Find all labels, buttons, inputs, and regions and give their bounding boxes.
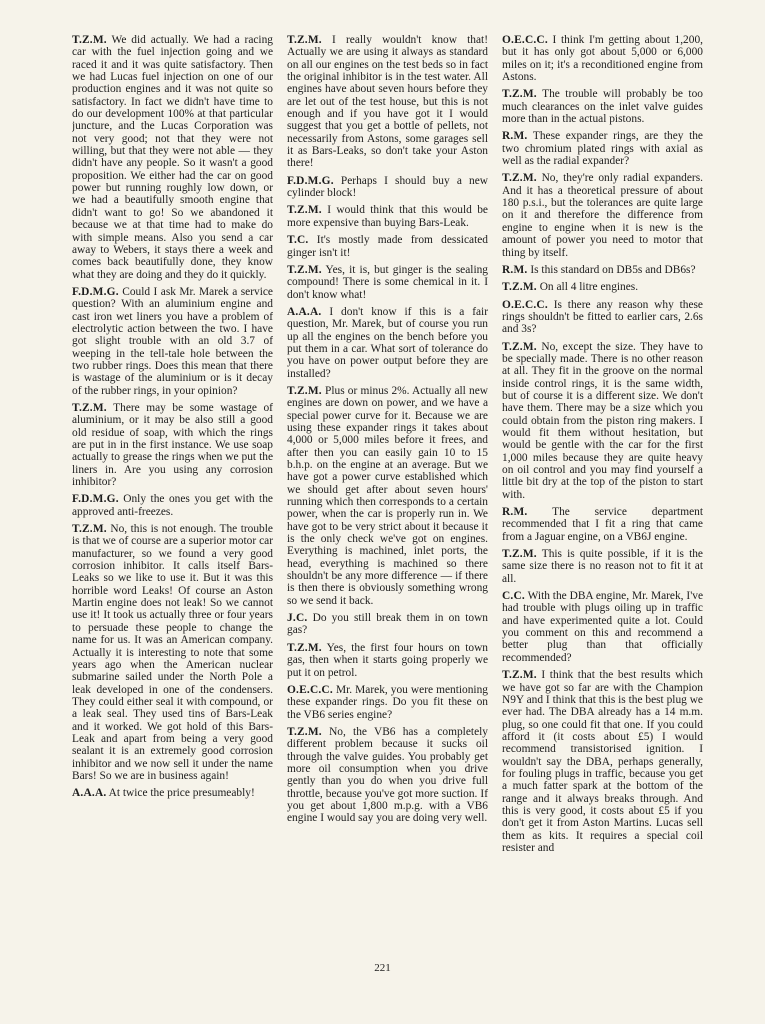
paragraph (287, 175, 488, 200)
paragraph (72, 493, 273, 518)
paragraph-text: At twice the price presumeably! (108, 787, 255, 800)
speaker-label: T.Z.M. (502, 172, 537, 185)
paragraph (502, 172, 703, 258)
paragraph (502, 341, 703, 501)
paragraph-text: Could I ask Mr. Marek a service question? With an aluminium engine and cast iron wet liners you have a problem of electrolytic action between the two. I have got slight trouble with an old 3.7 of weeping in the tell-tale hole between the two rubber rings. Does this mean that there is wastage of the aluminium or is it decay of the rubber rings, in your opinion? (72, 285, 273, 397)
paragraph (287, 726, 488, 825)
paragraph-text: With the DBA engine, Mr. Marek, I've had trouble with plugs oiling up in traffic and have experimented quite a lot. Could you comment on this and recommend a better plug than that officially recommended? (502, 590, 703, 664)
speaker-label: T.C. (287, 234, 309, 247)
paragraph-text: These expander rings, are they the two chromium plated rings with axial as well as the radial expander? (502, 130, 703, 168)
speaker-label: T.Z.M. (72, 523, 107, 536)
paragraph (502, 264, 703, 276)
speaker-label: T.Z.M. (287, 34, 322, 46)
speaker-label: T.Z.M. (287, 204, 322, 217)
paragraph-text: Mr. Marek, you were mentioning these expander rings. Do you fit these on the VB6 series engine? (287, 683, 488, 721)
speaker-label: T.Z.M. (287, 641, 322, 654)
column-2 (287, 34, 488, 964)
paragraph-text: Perhaps I should buy a new cylinder block! (287, 174, 488, 200)
speaker-label: R.M. (502, 263, 528, 276)
paragraph (72, 402, 273, 488)
speaker-label: T.Z.M. (502, 548, 537, 561)
paragraph-text: Do you still break them in on town gas? (287, 612, 488, 637)
paragraph-text: We did actually. We had a racing car with the fuel injection going and we raced it and it was quite satisfactory. Then we had Lucas fuel injection on one of our production engines and it was not quite so satisfactory. In fact we didn't have time to do our development 100% at that particular juncture, and the Lucas Corporation was not very good; not that they were not willing, but that they were not able — they didn't have any people. So it wasn't a good proposition. We either had the car on good power but running roughly low down, or we had a beautifully smooth engine that didn't want to go! So we abandoned it because we at that time had to make do with simple means. Also you send a car away to Webers, it stays there a week and comes back beautifully done, they know what they are doing and they do it quickly. (72, 34, 273, 281)
speaker-label: T.Z.M. (287, 725, 322, 738)
paragraph (72, 523, 273, 782)
paragraph (72, 787, 273, 799)
paragraph-text: This is quite possible, if it is the same size there is no reason not to fit it at all. (502, 548, 703, 585)
speaker-label: F.D.M.G. (72, 493, 119, 506)
speaker-label: C.C. (502, 590, 525, 603)
paragraph-text: Is there any reason why these rings shouldn't be fitted to earlier cars, 2.6s and 3s? (502, 298, 703, 336)
paragraph-text: No, this is not enough. The trouble is that we of course are a superior motor car manufacturer, so we found a very good corrosion inhibitor. It calls itself Bars-Leaks so we like to use it. But it was this horrible word Leaks! Of course an Aston Martin engine does not leak! So we cannot use it! It took us actually three or four years to persuade these people to change the name for us. It was an American company. Actually it is interesting to note that some years ago when the American nuclear submarine sailed under the North Pole a leak developed in one of the condensers. They could either seal it with compound, or a leak seal. They used tins of Bars-Leak and it worked. We got hold of this Bars-Leak and apart from being a very good sealant it is an extremely good corrosion inhibitor and we now sell it under the name Bars! So we are in business again! (72, 523, 273, 782)
speaker-label: F.D.M.G. (287, 174, 334, 187)
paragraph-text: On all 4 litre engines. (539, 281, 639, 294)
text-columns (72, 34, 704, 964)
paragraph (287, 204, 488, 229)
paragraph (287, 612, 488, 637)
paragraph-text: I think that the best results which we have got so far are with the Champion N9Y and I think that this is the best plug we ever had. The DBA already has a 14 m.m. plug, so one could fit that one. If you could afford it (it costs about £5) I would recommend transistorised ignition. I wouldn't say the DBA, perhaps generally, for fouling plugs in traffic, because you get a much fatter spark at the bottom of the range and it always breaks through. And this is very good, it costs about £5 if you don't get it from Aston Martins. Lucas sell them as kits. It requires a special coil resister and (502, 669, 703, 854)
paragraph-text: It's mostly made from dessicated ginger isn't it! (287, 234, 488, 259)
paragraph (502, 506, 703, 543)
page-number: 221 (374, 962, 391, 974)
paragraph (287, 264, 488, 301)
speaker-label: T.Z.M. (502, 669, 537, 682)
paragraph (502, 299, 703, 336)
speaker-label: T.Z.M. (502, 281, 537, 294)
paragraph-text: I really wouldn't know that! Actually we are using it always as standard on all our engines on the test beds so in fact the original inhibitor is in the test water. All engines have about seven hours before they are let out of the test house, but this is not enough and if you have got it I would suggest that you get a bottle of pellets, not necessarily from Astons, some garages sell it as Bars-Leaks, so don't take your Aston there! (287, 34, 488, 170)
paragraph (287, 234, 488, 259)
paragraph-text: No, the VB6 has a completely different problem because it sucks oil through the valve guides. You probably get more oil consumption when you drive gently than you do when you drive full throttle, because you've got more suction. If you get about 1,800 m.p.g. with a VB6 engine I would say you are doing very well. (287, 725, 488, 825)
paragraph (287, 385, 488, 607)
paragraph (287, 642, 488, 679)
paragraph-text: The trouble will probably be too much clearances on the inlet valve guides more than in the actual pistons. (502, 88, 703, 126)
paragraph (502, 590, 703, 664)
speaker-label: T.Z.M. (502, 88, 537, 101)
paragraph (502, 88, 703, 125)
paragraph (72, 34, 273, 281)
paragraph-text: I think I'm getting about 1,200, but it has only got about 5,000 or 6,000 miles on it; it's a reconditioned engine from Astons. (502, 34, 703, 84)
paragraph-text: Yes, it is, but ginger is the sealing compound! There is some chemical in it. I don't know what! (287, 263, 488, 301)
paragraph-text: Plus or minus 2%. Actually all new engines are down on power, and we have a special power curve for it. Because we are using these expander rings it takes about 4,000 or 5,000 miles before it frees, and after then you can easily gain 10 to 15 b.h.p. on the engine at an average. But we have got a power curve established which we should get after about seven hours' running which then corresponds to a certain power, when the car is properly run in. We have got to be very strict about it because it is the only check we've got on engines. Everything is machined, inlet ports, the head, everything is machined so there shouldn't be any more difference — if there is then there is obviously something wrong so we send it back. (287, 384, 488, 607)
column-3 (502, 34, 703, 964)
paragraph-text: Only the ones you get with the approved anti-freezes. (72, 493, 273, 518)
paragraph (287, 34, 488, 170)
speaker-label: O.E.C.C. (502, 298, 548, 311)
speaker-label: T.Z.M. (502, 340, 537, 353)
paragraph (287, 306, 488, 380)
paragraph-text: No, except the size. They have to be specially made. There is no other reason at all. They fit in the groove on the normal inside control rings, it is the same width, but of course it is a different size. We don't have them. There may be a size which you could obtain from the piston ring makers. I would fit them without hesitation, but would be gentle with the car for the first 1,000 miles because they are quite heavy on oil control and you may find yourself a little bit dry at the top of the piston to start with. (502, 340, 703, 501)
paragraph (502, 281, 703, 293)
paragraph (72, 286, 273, 397)
paragraph (287, 684, 488, 721)
paragraph-text: No, they're only radial expanders. And it has a theoretical pressure of about 180 p.s.i., but the tolerances are quite large on it and therefore the difference from engine to engine when it is new is the amount of power you need to motor that thing by itself. (502, 172, 703, 259)
paragraph (502, 669, 703, 854)
paragraph-text: I would think that this would be more expensive than buying Bars-Leak. (287, 204, 488, 229)
speaker-label: A.A.A. (287, 305, 322, 318)
speaker-label: T.Z.M. (287, 384, 322, 397)
paragraph-text: The service department recommended that I fit a ring that came from a Jaguar engine, on a VB6J engine. (502, 506, 703, 543)
paragraph (502, 34, 703, 83)
speaker-label: J.C. (287, 612, 308, 625)
speaker-label: O.E.C.C. (502, 34, 548, 46)
column-1 (72, 34, 273, 964)
speaker-label: O.E.C.C. (287, 683, 333, 696)
speaker-label: R.M. (502, 130, 528, 143)
paragraph (502, 130, 703, 167)
paragraph (502, 548, 703, 585)
speaker-label: R.M. (502, 506, 528, 519)
speaker-label: T.Z.M. (72, 34, 107, 46)
speaker-label: T.Z.M. (287, 263, 322, 276)
speaker-label: F.D.M.G. (72, 285, 119, 298)
paragraph-text: Yes, the first four hours on town gas, then when it starts going properly we put it on petrol. (287, 641, 488, 679)
speaker-label: A.A.A. (72, 787, 107, 800)
speaker-label: T.Z.M. (72, 401, 107, 414)
paragraph-text: I don't know if this is a fair question, Mr. Marek, but of course you run up all the engines on the bench before you put them in a car. What sort of tolerance do you have on power output before they are installed? (287, 305, 488, 380)
paragraph-text: There may be some wastage of aluminium, or it may be also still a good old residue of soap, with which the rings are put in in the first instance. We use soap actually to grease the rings when we put the liners in. Are you using any corrosion inhibitor? (72, 401, 273, 489)
paragraph-text: Is this standard on DB5s and DB6s? (530, 263, 696, 276)
